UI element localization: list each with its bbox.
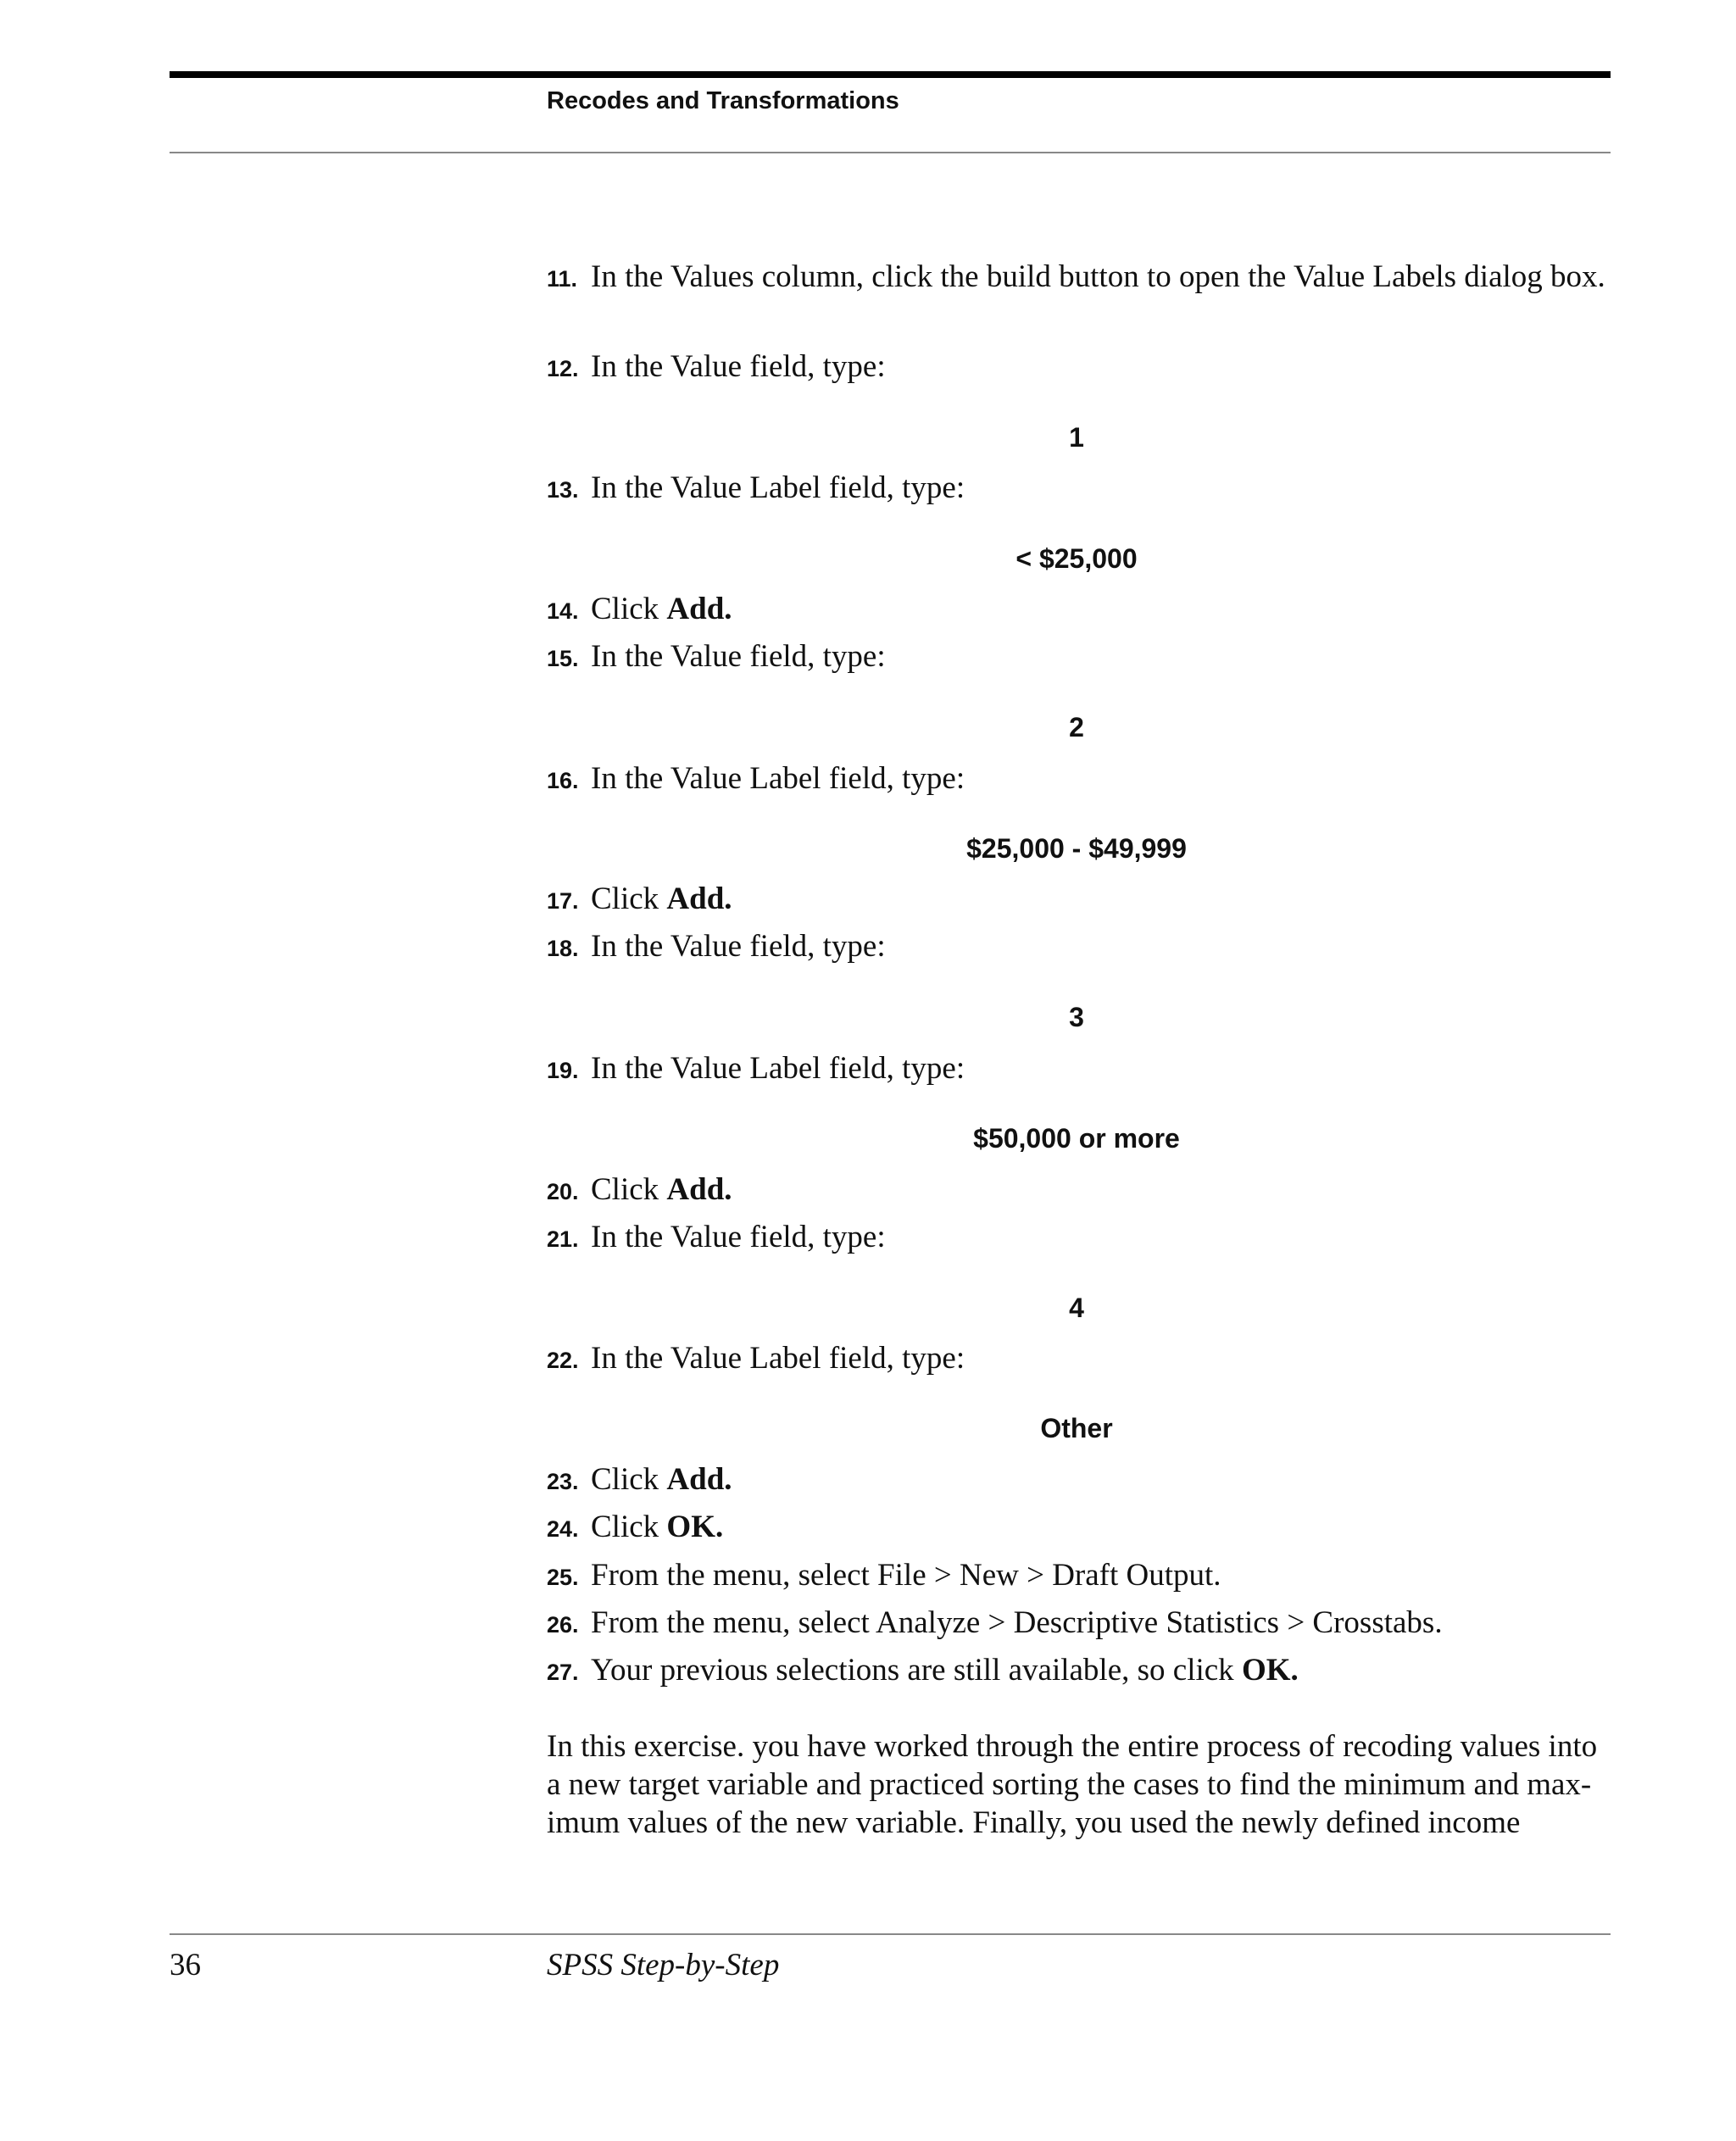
step-item: [547, 1339, 1646, 1380]
step-bold-text: Add.: [666, 1462, 732, 1497]
footer-rule: [170, 1933, 1611, 1935]
step-item: [547, 1460, 1646, 1501]
step-item: [547, 880, 1646, 920]
typed-value: < $25,000: [1015, 543, 1138, 574]
step-number: 22.: [547, 1348, 579, 1373]
step-number: 20.: [547, 1179, 579, 1204]
step-number: 18.: [547, 936, 579, 961]
step-text: From the menu, select File > New > Draft Output.: [591, 1558, 1221, 1593]
step-number: 19.: [547, 1058, 579, 1083]
step-number: 11.: [547, 266, 578, 292]
typed-value: Other: [1040, 1413, 1113, 1443]
step-number: 27.: [547, 1660, 579, 1685]
typed-value: $50,000 or more: [973, 1123, 1180, 1154]
header-rule: [170, 152, 1611, 153]
step-text: Your previous selections are still available, so click: [591, 1653, 1242, 1688]
step-text: In the Value Label field, type:: [591, 1341, 965, 1376]
summary-paragraph: In this exercise. you have worked through the entire process of recoding values into a new target variable and practiced sorting the cases to find the minimum and max-imum values of the new variable. Finally, you used the newly defined income: [547, 1729, 1598, 1840]
step-number: 13.: [547, 477, 579, 503]
top-rule: [170, 71, 1611, 78]
step-text: In the Value field, type:: [591, 929, 886, 964]
step-item: [547, 590, 1646, 631]
step-number: 12.: [547, 356, 579, 381]
step-item: [547, 1218, 1646, 1259]
step-item: [547, 1604, 1646, 1644]
step-bold-text: Add.: [666, 881, 732, 916]
step-number: 17.: [547, 888, 579, 914]
step-text: Click: [591, 881, 667, 916]
step-bold-text: Add.: [666, 1172, 732, 1207]
step-number: 25.: [547, 1565, 579, 1590]
typed-value: 4: [1069, 1293, 1084, 1323]
step-text: Click: [591, 592, 667, 626]
typed-value: $25,000 - $49,999: [966, 833, 1187, 864]
step-item: [547, 927, 1646, 968]
step-item: [547, 258, 1646, 298]
step-item: [547, 1651, 1646, 1692]
step-number: 21.: [547, 1226, 579, 1252]
step-text: Click: [591, 1172, 667, 1207]
step-text: Click: [591, 1462, 667, 1497]
typed-value: 3: [1069, 1002, 1084, 1032]
step-item: [547, 469, 1646, 509]
step-item: [547, 637, 1646, 678]
step-item: [547, 1171, 1646, 1211]
step-bold-text: Add.: [666, 592, 732, 626]
step-text: In the Value Label field, type:: [591, 1051, 965, 1086]
step-number: 24.: [547, 1516, 579, 1542]
step-text: From the menu, select Analyze > Descriptive Statistics > Crosstabs.: [591, 1605, 1443, 1640]
step-text: In the Value field, type:: [591, 639, 886, 674]
step-item: [547, 759, 1646, 800]
step-text: In the Value field, type:: [591, 349, 886, 384]
step-item: [547, 1556, 1646, 1597]
step-text: In the Value Label field, type:: [591, 470, 965, 505]
step-number: 23.: [547, 1469, 579, 1494]
step-text: In the Values column, click the build button to open the Value Labels dialog box.: [591, 259, 1605, 294]
typed-value: 2: [1069, 712, 1084, 742]
typed-value: 1: [1069, 422, 1084, 453]
step-text: In the Value Label field, type:: [591, 761, 965, 796]
step-item: [547, 1508, 1646, 1549]
page-number: 36: [170, 1948, 201, 1983]
step-item: [547, 348, 1646, 388]
step-number: 16.: [547, 768, 579, 793]
book-title: SPSS Step-by-Step: [547, 1948, 780, 1983]
step-text: Click: [591, 1510, 667, 1544]
step-bold-text: OK.: [1241, 1653, 1299, 1688]
step-number: 26.: [547, 1612, 579, 1638]
running-head: Recodes and Transformations: [547, 87, 899, 114]
step-bold-text: OK.: [666, 1510, 724, 1544]
step-text: In the Value field, type:: [591, 1220, 886, 1254]
step-number: 14.: [547, 598, 579, 624]
step-item: [547, 1049, 1646, 1090]
step-number: 15.: [547, 646, 579, 671]
